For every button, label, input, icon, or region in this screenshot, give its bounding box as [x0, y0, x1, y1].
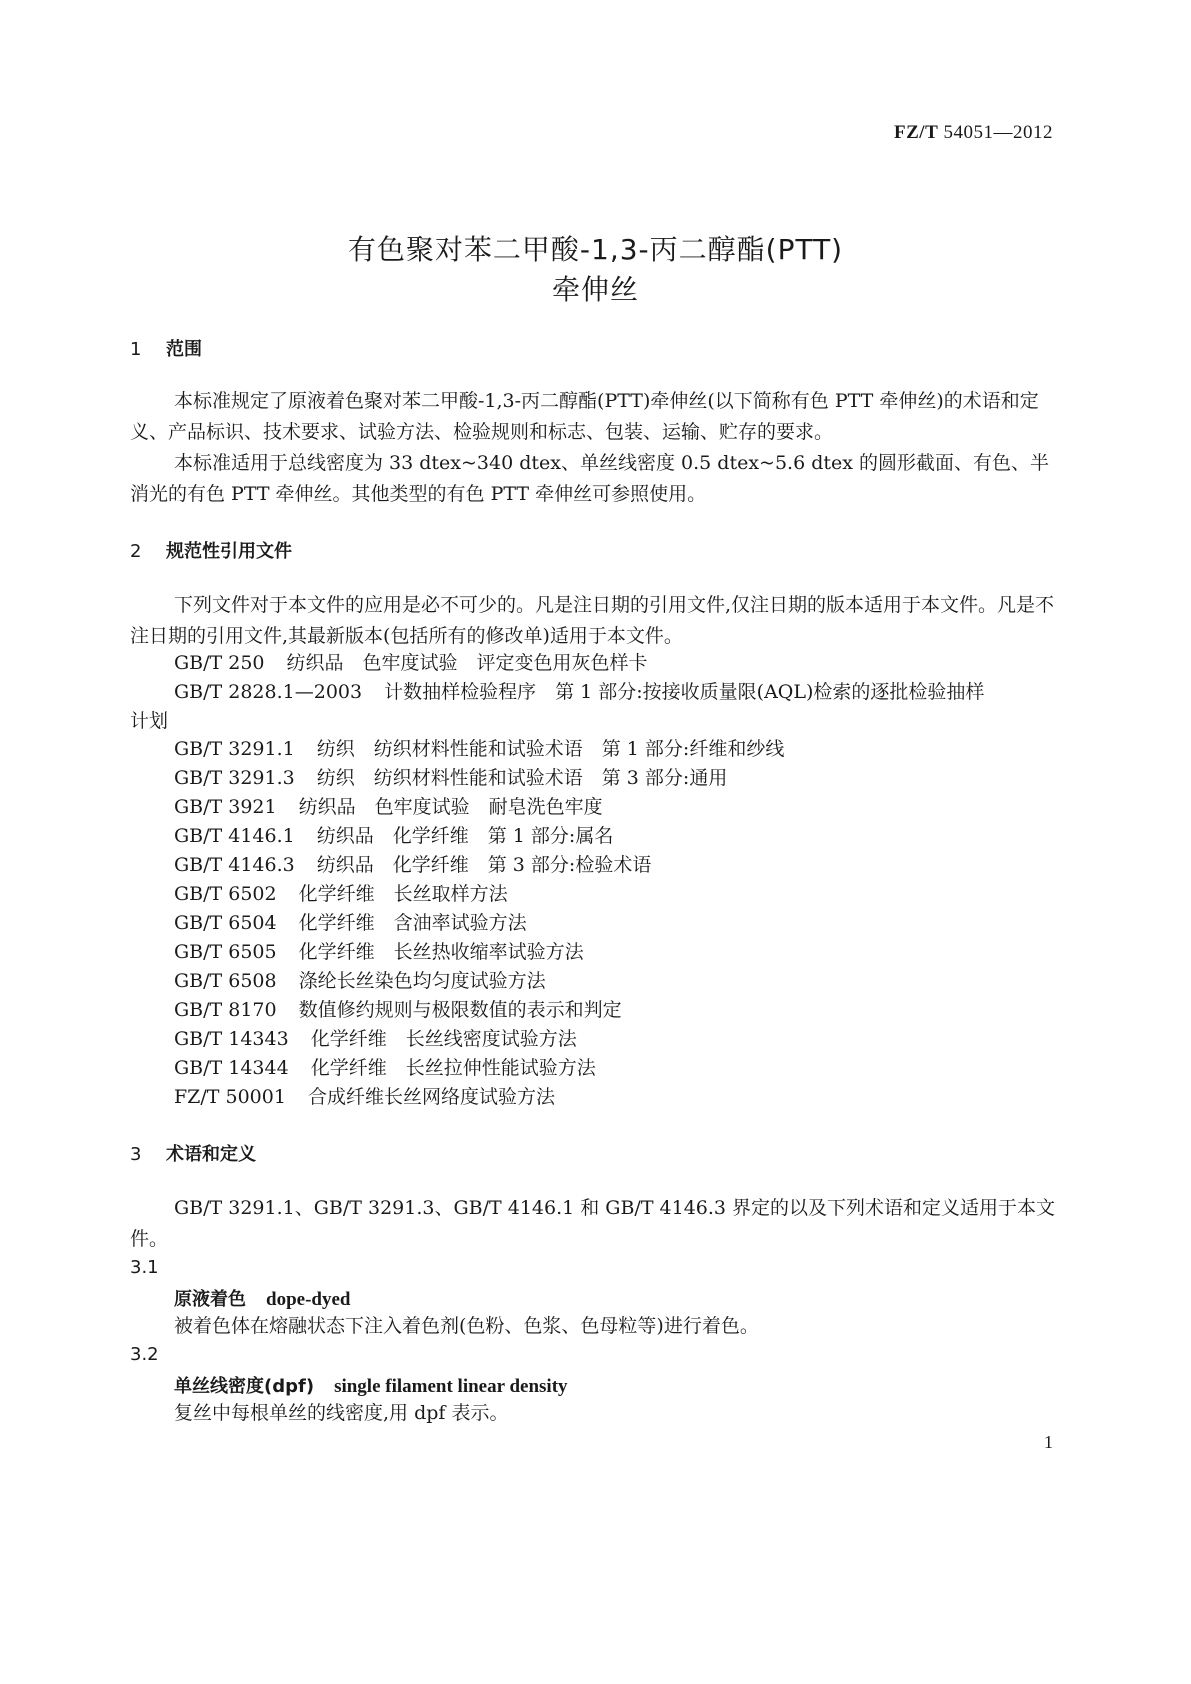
term-heading	[174, 1372, 568, 1398]
document-title-line1: 有色聚对苯二甲酸-1,3-丙二醇酯(PTT)	[347, 233, 844, 266]
section-title: 范围	[166, 339, 202, 360]
reference-code: GB/T 14343	[174, 1028, 289, 1050]
reference-title: 纺织 纺织材料性能和试验术语 第 3 部分:通用	[316, 767, 728, 789]
section-1-paragraph-1: 本标准规定了原液着色聚对苯二甲酸-1,3-丙二醇酯(PTT)牵伸丝(以下简称有色 PTT 牵伸丝)的术语和定义、产品标识、技术要求、试验方法、检验规则和标志、包装、运输、贮存的要求。	[130, 390, 1039, 443]
reference-title: 纺织品 化学纤维 第 1 部分:属名	[316, 825, 614, 847]
reference-title: 化学纤维 长丝取样方法	[298, 883, 508, 905]
term-chinese: 原液着色	[174, 1289, 246, 1310]
section-title: 规范性引用文件	[166, 541, 292, 562]
reference-code: GB/T 6505	[174, 941, 277, 963]
reference-item	[174, 966, 546, 997]
section-number: 1	[130, 339, 142, 360]
section-number: 2	[130, 541, 142, 562]
term-english: single filament linear density	[334, 1376, 568, 1397]
reference-item	[174, 850, 651, 881]
reference-title: 纺织 纺织材料性能和试验术语 第 1 部分:纤维和纱线	[316, 738, 785, 760]
section-2-intro: 下列文件对于本文件的应用是必不可少的。凡是注日期的引用文件,仅注日期的版本适用于本文件。凡是不注日期的引用文件,其最新版本(包括所有的修改单)适用于本文件。	[130, 594, 1055, 647]
reference-title: 涤纶长丝染色均匀度试验方法	[298, 970, 546, 992]
reference-code: GB/T 6504	[174, 912, 277, 934]
reference-code: GB/T 6508	[174, 970, 277, 992]
reference-item	[174, 995, 622, 1026]
reference-title: 纺织品 色牢度试验 耐皂洗色牢度	[298, 796, 603, 818]
section-number: 3	[130, 1144, 142, 1165]
reference-code: GB/T 3291.1	[174, 738, 295, 760]
reference-item	[174, 1082, 555, 1113]
reference-title: 合成纤维长丝网络度试验方法	[307, 1086, 555, 1108]
reference-title: 数值修约规则与极限数值的表示和判定	[298, 999, 622, 1021]
reference-code: GB/T 14344	[174, 1057, 289, 1079]
term-definition: 被着色体在熔融状态下注入着色剂(色粉、色浆、色母粒等)进行着色。	[174, 1315, 759, 1337]
reference-code: GB/T 3291.3	[174, 767, 295, 789]
reference-title: 化学纤维 长丝热收缩率试验方法	[298, 941, 584, 963]
section-3-heading	[130, 1140, 256, 1166]
reference-code: GB/T 250	[174, 652, 265, 674]
reference-title: 纺织品 色牢度试验 评定变色用灰色样卡	[286, 652, 648, 674]
reference-item	[174, 937, 584, 968]
document-title-line2: 牵伸丝	[551, 273, 639, 306]
reference-title: 计数抽样检验程序 第 1 部分:按接收质量限(AQL)检索的逐批检验抽样	[384, 681, 985, 703]
reference-item	[174, 763, 727, 794]
reference-code: GB/T 4146.1	[174, 825, 295, 847]
reference-title: 化学纤维 长丝拉伸性能试验方法	[310, 1057, 596, 1079]
reference-item	[174, 677, 984, 708]
reference-code: FZ/T 50001	[174, 1086, 286, 1108]
reference-wrap-line: 计划	[130, 710, 169, 732]
reference-title: 化学纤维 长丝线密度试验方法	[310, 1028, 577, 1050]
reference-title: 化学纤维 含油率试验方法	[298, 912, 527, 934]
reference-item	[174, 1053, 596, 1084]
reference-code: GB/T 2828.1—2003	[174, 681, 363, 703]
term-english: dope-dyed	[266, 1289, 351, 1310]
standard-code-number: 54051—2012	[943, 122, 1053, 143]
reference-code: GB/T 8170	[174, 999, 277, 1021]
section-3-intro: GB/T 3291.1、GB/T 3291.3、GB/T 4146.1 和 GB/T 4146.3 界定的以及下列术语和定义适用于本文件。	[130, 1197, 1056, 1250]
reference-item	[174, 821, 613, 852]
term-number: 3.1	[130, 1257, 159, 1278]
standard-code	[894, 122, 1053, 144]
reference-item	[174, 648, 648, 679]
section-2-heading	[130, 537, 292, 563]
section-1-heading	[130, 335, 202, 361]
reference-item	[174, 792, 603, 823]
reference-item	[174, 734, 784, 765]
reference-item	[174, 908, 527, 939]
section-1-paragraph-2: 本标准适用于总线密度为 33 dtex~340 dtex、单丝线密度 0.5 dtex~5.6 dtex 的圆形截面、有色、半消光的有色 PTT 牵伸丝。其他类型的有色 PTT 牵伸丝可参照使用。	[130, 452, 1050, 505]
reference-item	[174, 879, 508, 910]
reference-code: GB/T 3921	[174, 796, 277, 818]
reference-title: 纺织品 化学纤维 第 3 部分:检验术语	[316, 854, 652, 876]
page-number: 1	[1044, 1432, 1053, 1452]
term-heading	[174, 1285, 350, 1311]
term-chinese: 单丝线密度(dpf)	[174, 1376, 315, 1397]
section-title: 术语和定义	[166, 1144, 256, 1165]
reference-code: GB/T 6502	[174, 883, 277, 905]
reference-item	[174, 1024, 577, 1055]
reference-code: GB/T 4146.3	[174, 854, 295, 876]
term-number: 3.2	[130, 1344, 159, 1365]
term-definition: 复丝中每根单丝的线密度,用 dpf 表示。	[174, 1402, 509, 1424]
standard-code-prefix: FZ/T	[894, 122, 939, 143]
